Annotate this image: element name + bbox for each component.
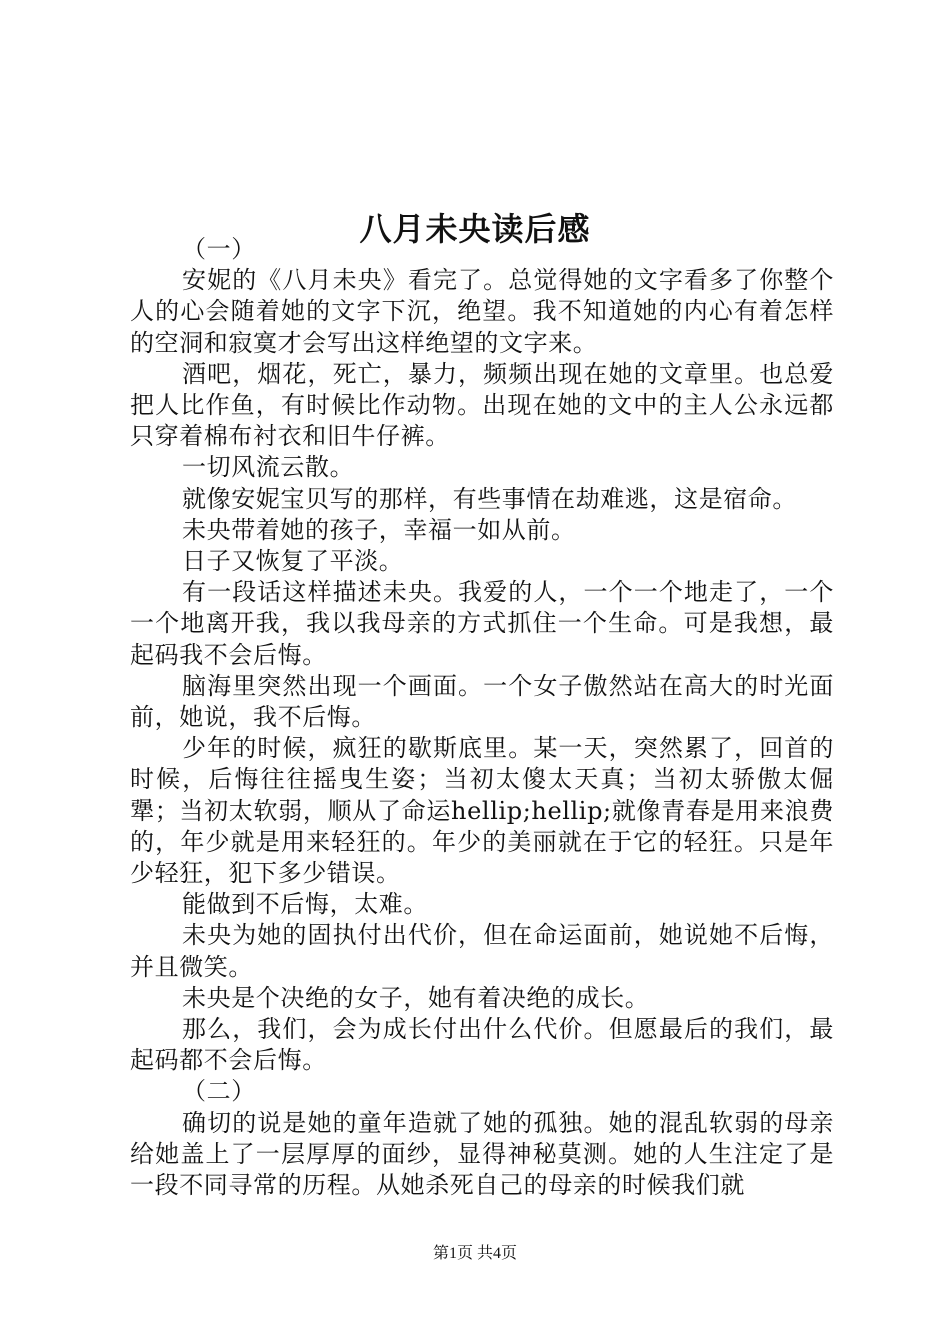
paragraph: 少年的时候，疯狂的歇斯底里。某一天，突然累了，回首的时候，后悔往往摇曳生姿；当初太傻太天真；当初太骄傲太倔犟；当初太软弱，顺从了命运hellip;hellip;就像青春是用来浪费的，年少就是用来轻狂的。年少的美丽就在于它的轻狂。只是年少轻狂，犯下多少错误。: [130, 734, 834, 888]
paragraph: 能做到不后悔，太难。: [182, 890, 428, 919]
paragraph: 确切的说是她的童年造就了她的孤独。她的混乱软弱的母亲给她盖上了一层厚厚的面纱，显得神秘莫测。她的人生注定了是一段不同寻常的历程。从她杀死自己的母亲的时候我们就: [130, 1108, 834, 1200]
paragraph: 酒吧，烟花，死亡，暴力，频频出现在她的文章里。也总爱把人比作鱼，有时候比作动物。出现在她的文中的主人公永远都只穿着棉布衬衣和旧牛仔裤。: [130, 359, 834, 451]
paragraph: 未央是个决绝的女子，她有着决绝的成长。: [182, 983, 650, 1012]
page-title: 八月未央读后感: [359, 210, 591, 249]
paragraph: 脑海里突然出现一个画面。一个女子傲然站在高大的时光面前，她说，我不后悔。: [130, 671, 834, 732]
paragraph: 有一段话这样描述未央。我爱的人，一个一个地走了，一个一个地离开我，我以我母亲的方式抓住一个生命。可是我想，最起码我不会后悔。: [130, 578, 834, 669]
page-footer: 第1页 共4页: [432, 1245, 517, 1262]
paragraph: 未央带着她的孩子，幸福一如从前。: [182, 515, 576, 544]
paragraph: 那么，我们，会为成长付出什么代价。但愿最后的我们，最起码都不会后悔。: [130, 1015, 834, 1075]
paragraph: 就像安妮宝贝写的那样，有些事情在劫难逃，这是宿命。: [182, 484, 797, 513]
paragraph: 一切风流云散。: [182, 453, 355, 482]
document-body: [130, 234, 834, 1201]
section-heading: （一）: [182, 235, 256, 263]
section-heading: （二）: [182, 1077, 256, 1106]
paragraph: 未央为她的固执付出代价，但在命运面前，她说她不后悔，并且微笑。: [130, 921, 834, 981]
paragraph: 安妮的《八月未央》看完了。总觉得她的文字看多了你整个人的心会随着她的文字下沉，绝望。我不知道她的内心有着怎样的空洞和寂寞才会写出这样绝望的文字来。: [130, 266, 834, 357]
paragraph: 日子又恢复了平淡。: [182, 547, 404, 576]
